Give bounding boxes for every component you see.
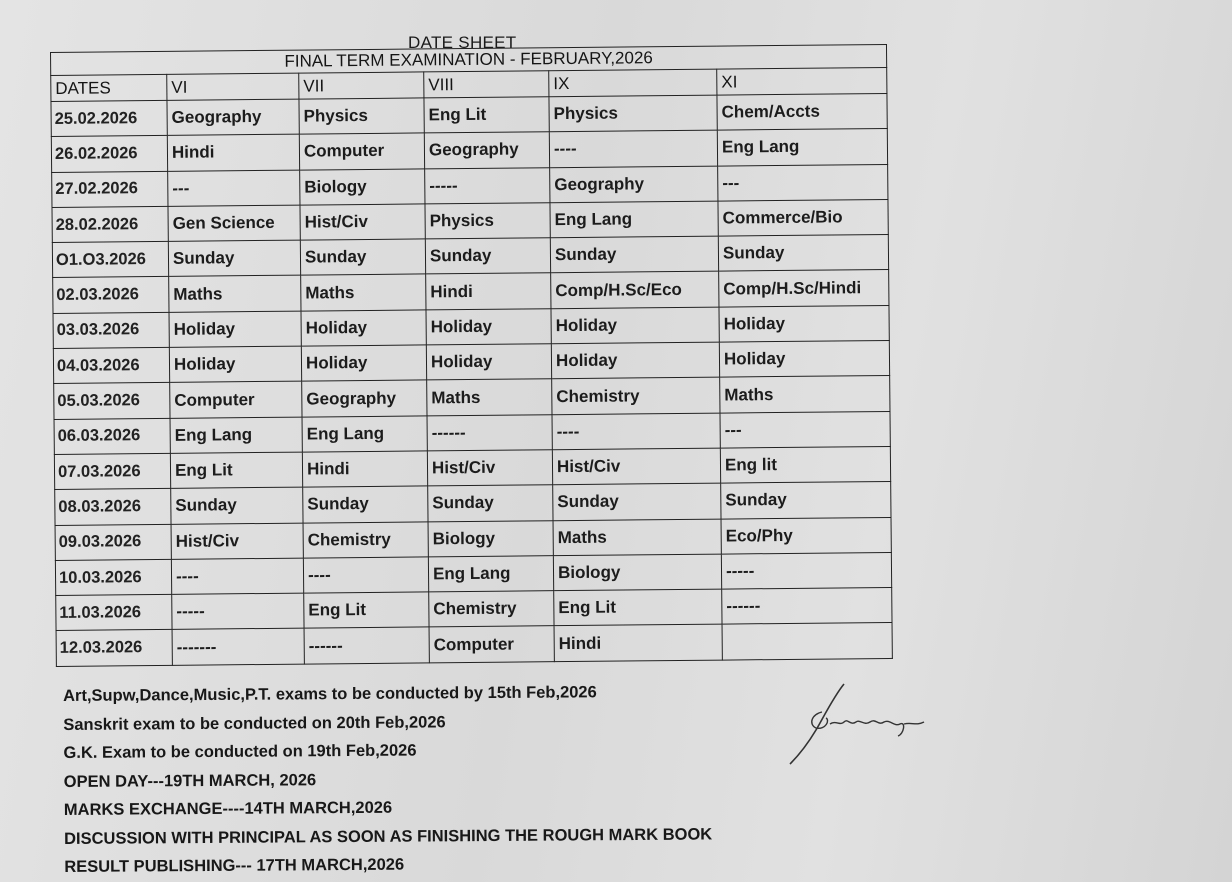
subject-cell: Chemistry [552, 377, 720, 414]
subject-cell: ----- [425, 167, 550, 203]
exam-date-cell: 06.03.2026 [54, 418, 170, 454]
subject-cell: --- [168, 170, 300, 207]
column-header-class: VI [167, 73, 299, 100]
subject-cell: Sunday [550, 236, 718, 273]
subject-cell: Maths [301, 274, 426, 310]
note-line: G.K. Exam to be conducted on 19th Feb,2026 [63, 741, 417, 762]
subject-cell: ---- [171, 558, 303, 595]
subject-cell: ------ [722, 588, 892, 625]
subject-cell: Comp/H.Sc/Eco [551, 272, 719, 309]
subject-cell: Holiday [169, 311, 301, 348]
exam-date-cell: 27.02.2026 [52, 171, 168, 207]
note-line: MARKS EXCHANGE----14TH MARCH,2026 [63, 798, 393, 819]
subject-cell: Hist/Civ [427, 450, 552, 486]
subject-cell: --- [718, 164, 888, 201]
exam-date-cell: 11.03.2026 [56, 595, 172, 631]
column-header-class: VII [299, 72, 424, 99]
subject-cell: Geography [550, 166, 718, 203]
subject-cell: Maths [553, 519, 721, 556]
subject-cell: Eng Lang [717, 129, 887, 166]
subject-cell: Biology [553, 554, 721, 591]
schedule-row [56, 623, 892, 666]
subject-cell: Biology [300, 169, 425, 205]
exam-date-cell: 04.03.2026 [53, 347, 169, 383]
exam-date-cell: 08.03.2026 [55, 489, 171, 525]
subject-cell: Hist/Civ [300, 204, 425, 240]
subject-cell: Geography [424, 132, 549, 168]
subject-cell: Computer [170, 381, 302, 418]
subject-cell: Sunday [300, 239, 425, 275]
subject-cell: Holiday [301, 310, 426, 346]
subject-cell: ---- [303, 557, 428, 593]
subject-cell: Eng Lang [428, 556, 553, 592]
exam-date-cell: 07.03.2026 [54, 453, 170, 489]
subject-cell: Physics [549, 95, 717, 132]
subject-cell: Sunday [721, 482, 891, 519]
subject-cell: Physics [299, 98, 424, 134]
exam-date-cell: 28.02.2026 [52, 206, 168, 242]
exam-date-cell: 05.03.2026 [54, 383, 170, 419]
column-header-class: IX [549, 69, 717, 97]
exam-date-cell: 25.02.2026 [51, 100, 167, 136]
subject-cell: Maths [169, 276, 301, 313]
exam-date-cell: 02.03.2026 [53, 277, 169, 313]
subject-cell: Holiday [301, 345, 426, 381]
date-sheet-title: DATE SHEET [408, 33, 517, 52]
subject-cell: Eng Lang [550, 201, 718, 238]
note-line: Sanskrit exam to be conducted on 20th Feb,2026 [63, 712, 446, 734]
notes-section [63, 677, 824, 882]
subject-cell: Hist/Civ [552, 448, 720, 485]
subject-cell: --- [720, 411, 890, 448]
subject-cell: Holiday [551, 342, 719, 379]
subject-cell: Computer [299, 133, 424, 169]
subject-cell: Hist/Civ [171, 523, 303, 560]
exam-subtitle: FINAL TERM EXAMINATION - FEBRUARY,2026 [51, 44, 887, 75]
subject-cell: Eng lit [720, 446, 890, 483]
subject-cell: Maths [427, 379, 552, 415]
subject-cell: Sunday [553, 483, 721, 520]
subject-cell: ------ [427, 414, 552, 450]
subject-cell: Biology [428, 520, 553, 556]
exam-date-cell: 26.02.2026 [51, 136, 167, 172]
subject-cell: Hindi [302, 451, 427, 487]
subject-cell: Sunday [425, 238, 550, 274]
subject-cell: Eng Lit [424, 97, 549, 133]
subject-cell: Holiday [719, 305, 889, 342]
subject-cell: Sunday [303, 486, 428, 522]
subject-cell: ------ [304, 627, 429, 663]
subject-cell: Maths [720, 376, 890, 413]
exam-date-cell: 12.03.2026 [56, 630, 172, 666]
subject-cell: ----- [721, 552, 891, 589]
note-line: DISCUSSION WITH PRINCIPAL AS SOON AS FINISHING THE ROUGH MARK BOOK [64, 824, 713, 848]
subject-cell: Holiday [426, 308, 551, 344]
subject-cell: Physics [425, 203, 550, 239]
exam-date-cell: O1.O3.2026 [52, 242, 168, 278]
note-line: Art,Supw,Dance,Music,P.T. exams to be conducted by 15th Feb,2026 [63, 683, 597, 705]
subject-cell: Eng Lit [304, 592, 429, 628]
subject-cell: Hindi [167, 134, 299, 171]
subject-cell: Sunday [168, 240, 300, 277]
subject-cell: Sunday [171, 487, 303, 524]
note-line: RESULT PUBLISHING--- 17TH MARCH,2026 [64, 855, 405, 876]
subject-cell: Hindi [554, 625, 722, 662]
subject-cell: Eco/Phy [721, 517, 891, 554]
date-sheet-body [51, 44, 893, 666]
subject-cell: Gen Science [168, 205, 300, 242]
subject-cell: Chemistry [429, 591, 554, 627]
subject-cell: Sunday [718, 235, 888, 272]
exam-date-cell: 10.03.2026 [55, 559, 171, 595]
signature [786, 678, 936, 770]
subject-cell: Geography [167, 99, 299, 136]
subject-cell: Eng Lit [554, 589, 722, 626]
note-line: OPEN DAY---19TH MARCH, 2026 [63, 770, 317, 791]
subject-cell [722, 623, 892, 660]
subject-cell: Chemistry [303, 521, 428, 557]
subject-cell: ---- [549, 130, 717, 167]
subject-cell: ---- [552, 413, 720, 450]
subject-cell: Comp/H.Sc/Hindi [719, 270, 889, 307]
subject-cell: Eng Lang [170, 417, 302, 454]
exam-date-cell: 03.03.2026 [53, 312, 169, 348]
subject-cell: Eng Lit [170, 452, 302, 489]
subject-cell: Eng Lang [302, 416, 427, 452]
subject-cell: Computer [429, 626, 554, 662]
subject-cell: Geography [302, 380, 427, 416]
subject-cell: Sunday [428, 485, 553, 521]
subject-cell: ------- [172, 629, 304, 666]
exam-date-cell: 09.03.2026 [55, 524, 171, 560]
date-sheet-table [50, 44, 893, 667]
column-header-class: XI [717, 67, 887, 95]
subject-cell: Hindi [426, 273, 551, 309]
subject-cell: Holiday [169, 346, 301, 383]
subject-cell: ----- [172, 593, 304, 630]
subject-cell: Holiday [426, 344, 551, 380]
subject-cell: Holiday [551, 307, 719, 344]
column-header-class: VIII [424, 71, 549, 98]
subject-cell: Chem/Accts [717, 93, 887, 130]
column-header-dates: DATES [51, 74, 167, 101]
subject-cell: Holiday [719, 341, 889, 378]
subject-cell: Commerce/Bio [718, 199, 888, 236]
